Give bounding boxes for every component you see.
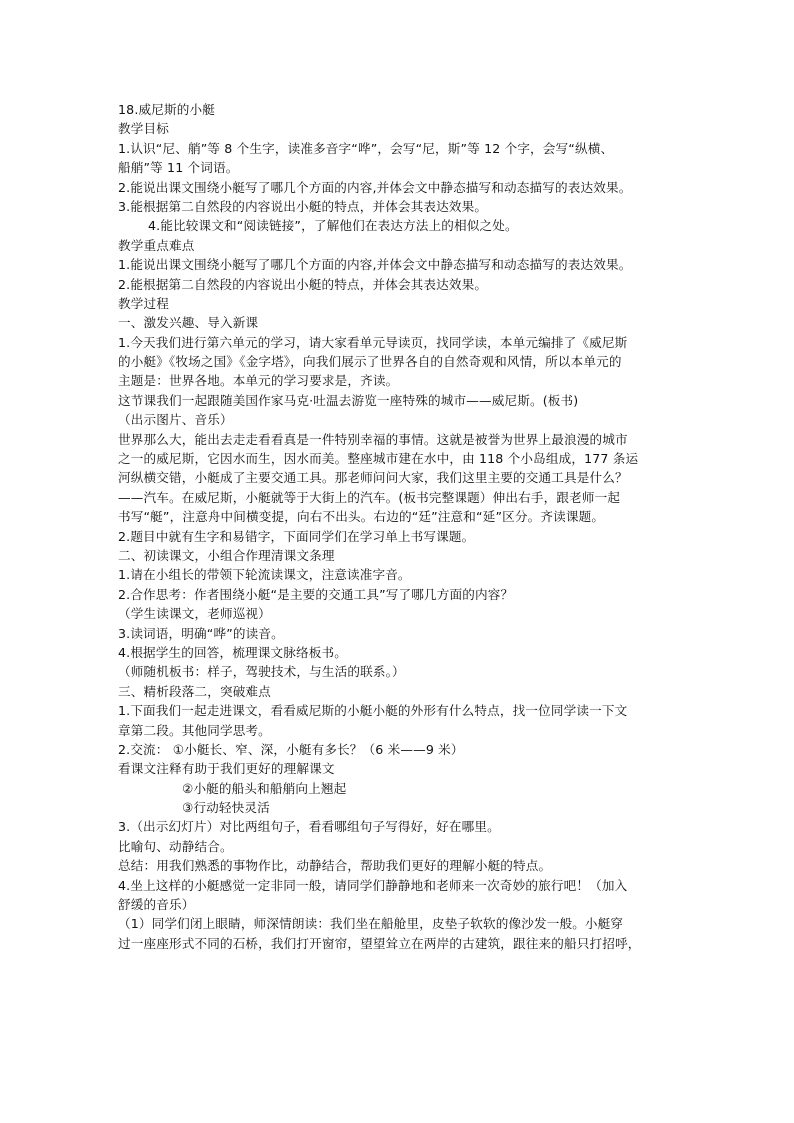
- paragraph-line: ——汽车。在威尼斯，小艇就等于大街上的汽车。(板书完整课题）伸出右手，跟老师一起: [118, 489, 621, 505]
- objective-2: 2.能说出课文围绕小艇写了哪几个方面的内容,并体会文中静态描写和动态描写的表达效果。: [118, 179, 632, 195]
- paragraph-line: 总结：用我们熟悉的事物作比，动静结合，帮助我们更好的理解小艇的特点。: [118, 858, 552, 874]
- key-point-2: 2.能根据第二自然段的内容说出小艇的特点，并体会其表达效果。: [118, 276, 488, 292]
- paragraph-line: 之一的威尼斯，它因水而生，因水而美。整座城市建在水中，由 118 个小岛组成，177 条运: [118, 451, 639, 467]
- paragraph-line: 4.坐上这样的小艇感觉一定非同一般，请同学们静静地和老师来一次奇妙的旅行吧！（加入: [118, 877, 628, 893]
- paragraph-line: 书写“艇”，注意舟中间横变提，向右不出头。右边的“廷”注意和“延”区分。齐读课题。: [118, 509, 605, 525]
- section-heading-process: 教学过程: [118, 295, 169, 311]
- objective-1-cont: 船艄”等 11 个词语。: [118, 160, 239, 176]
- paragraph-line: 2.题目中就有生字和易错字，下面同学们在学习单上书写课题。: [118, 528, 475, 544]
- paragraph-line: 比喻句、动静结合。: [118, 838, 233, 854]
- paragraph-line: 世界那么大，能出去走走看看真是一件特别幸福的事情。这就是被誉为世界上最浪漫的城市: [118, 431, 628, 447]
- paragraph-line: 河纵横交错，小艇成了主要交通工具。那老师问问大家，我们这里主要的交通工具是什么？: [118, 470, 628, 486]
- paragraph-line: 2.交流： ①小艇长、窄、深，小艇有多长？（6 米——9 米）: [118, 741, 464, 757]
- paragraph-line: （学生读课文，老师巡视）: [118, 606, 271, 622]
- objective-1: 1.认识“尼、艄”等 8 个生字，读准多音字“哗”，会写“尼，斯”等 12 个字，会写“纵横、: [118, 140, 614, 156]
- paragraph-line: 3.（出示幻灯片）对比两组句子，看看哪组句子写得好，好在哪里。: [118, 819, 500, 835]
- paragraph-line: 舒缓的音乐）: [118, 897, 195, 913]
- objective-4: 4.能比较课文和“阅读链接”，了解他们在表达方法上的相似之处。: [148, 218, 518, 234]
- key-point-1: 1.能说出课文围绕小艇写了哪几个方面的内容,并体会文中静态描写和动态描写的表达效果。: [118, 257, 632, 273]
- paragraph-line: 主题是：世界各地。本单元的学习要求是，齐读。: [118, 373, 399, 389]
- section-heading-objectives: 教学目标: [118, 121, 169, 137]
- part-three-heading: 三、精析段落二，突破难点: [118, 683, 271, 699]
- paragraph-line: （1）同学们闭上眼睛，师深情朗读：我们坐在船舱里，皮垫子软软的像沙发一般。小艇穿: [118, 916, 624, 932]
- paragraph-line: 这节课我们一起跟随美国作家马克·吐温去游览一座特殊的城市——威尼斯。(板书): [118, 392, 579, 408]
- paragraph-line: 1.请在小组长的带领下轮流读课文，注意读准字音。: [118, 567, 411, 583]
- list-item-3: ③行动轻快灵活: [182, 800, 270, 816]
- paragraph-line: 的小艇》《牧场之国》《金字塔》，向我们展示了世界各自的自然奇观和风情，所以本单元的: [118, 354, 622, 370]
- paragraph-line: 1.今天我们进行第六单元的学习，请大家看单元导读页，找同学读，本单元编排了《威尼斯: [118, 334, 628, 350]
- paragraph-line: （出示图片、音乐）: [118, 412, 233, 428]
- paragraph-line: 4.根据学生的回答，梳理课文脉络板书。: [118, 644, 347, 660]
- section-heading-key-points: 教学重点难点: [118, 237, 195, 253]
- paragraph-line: 过一座座形式不同的石桥，我们打开窗帘，望望耸立在两岸的古建筑，跟往来的船只打招呼，: [118, 935, 641, 951]
- part-two-heading: 二、初读课文，小组合作理清课文条理: [118, 547, 335, 563]
- paragraph-line: （师随机板书：样子，驾驶技术，与生活的联系。）: [118, 664, 405, 680]
- lesson-title: 18.威尼斯的小艇: [118, 102, 215, 117]
- paragraph-line: 章第二段。其他同学思考。: [118, 722, 271, 738]
- part-one-heading: 一、激发兴趣、导入新课: [118, 315, 259, 331]
- document-page: [118, 100, 684, 953]
- paragraph-line: 3.读词语，明确“哗”的读音。: [118, 625, 284, 641]
- objective-3: 3.能根据第二自然段的内容说出小艇的特点，并体会其表达效果。: [118, 198, 488, 214]
- paragraph-line: 1.下面我们一起走进课文，看看威尼斯的小艇小艇的外形有什么特点，找一位同学读一下文: [118, 703, 628, 719]
- paragraph-line: 看课文注释有助于我们更好的理解课文: [118, 761, 335, 777]
- list-item-2: ②小艇的船头和船艄向上翘起: [182, 780, 347, 796]
- paragraph-line: 2.合作思考：作者围绕小艇“是主要的交通工具”写了哪几方面的内容？: [118, 586, 514, 602]
